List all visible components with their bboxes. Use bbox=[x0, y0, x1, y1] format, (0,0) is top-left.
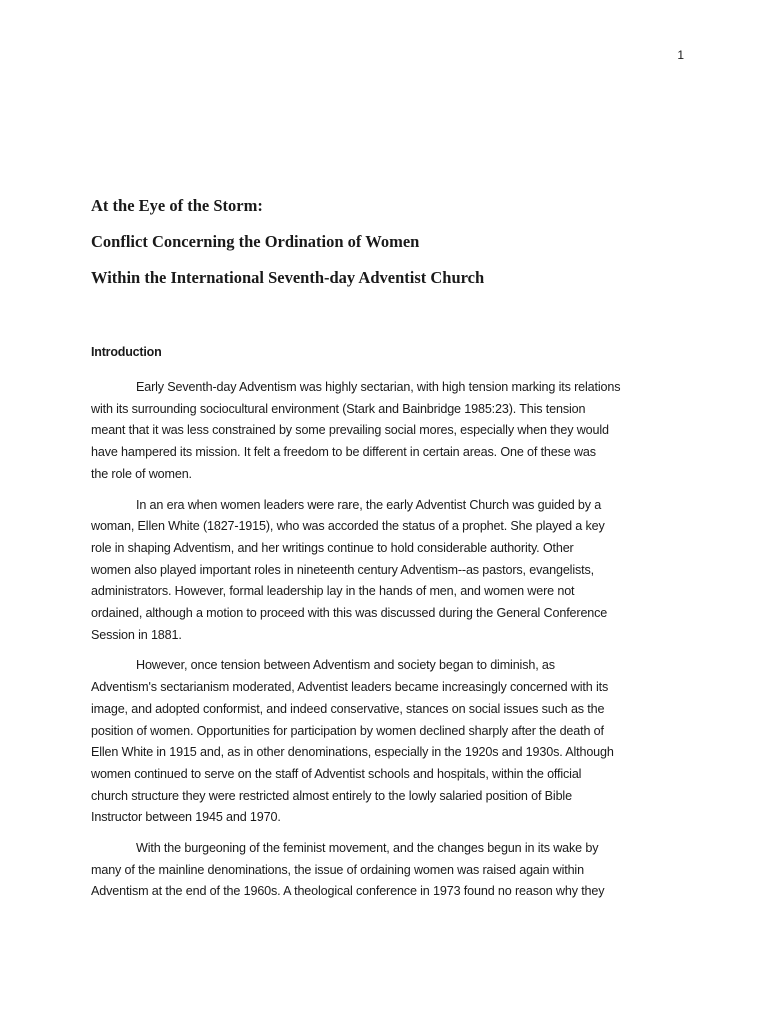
text-line: role in shaping Adventism, and her writings continue to hold considerable authority. Other bbox=[91, 540, 574, 555]
text-line: With the burgeoning of the feminist movement, and the changes begun in its wake by bbox=[136, 841, 599, 856]
text-line: Early Seventh-day Adventism was highly sectarian, with high tension marking its relations bbox=[136, 380, 621, 394]
document-title bbox=[91, 196, 691, 304]
paragraph-4 bbox=[91, 838, 685, 903]
paragraph-2 bbox=[91, 495, 685, 647]
text-line: Adventism at the end of the 1960s. A theological conference in 1973 found no reason why they bbox=[91, 884, 605, 899]
text-line: church structure they were restricted almost entirely to the lowly salaried position of Bible bbox=[91, 788, 572, 803]
text-line: the role of women. bbox=[91, 466, 192, 481]
text-line: ordained, although a motion to proceed with this was discussed during the General Conference bbox=[91, 606, 608, 621]
text-line: However, once tension between Adventism and society began to diminish, as bbox=[136, 658, 555, 673]
text-line: position of women. Opportunities for participation by women declined sharply after the death of bbox=[91, 723, 604, 738]
section-heading-introduction: Introduction bbox=[91, 345, 162, 359]
text-line: women continued to serve on the staff of Adventist schools and hospitals, within the official bbox=[91, 766, 582, 781]
document-body bbox=[91, 377, 685, 912]
text-line: with its surrounding sociocultural environment (Stark and Bainbridge 1985:23). This tension bbox=[91, 401, 586, 416]
text-line: meant that it was less constrained by some prevailing social mores, especially when they would bbox=[91, 423, 609, 438]
text-line: Adventism's sectarianism moderated, Adventist leaders became increasingly concerned with its bbox=[91, 680, 609, 695]
paragraph-1 bbox=[91, 377, 685, 486]
page-number: 1 bbox=[677, 48, 684, 62]
text-line: have hampered its mission. It felt a freedom to be different in certain areas. One of these was bbox=[91, 445, 596, 460]
text-line: image, and adopted conformist, and indeed conservative, stances on social issues such as the bbox=[91, 701, 605, 716]
text-line: Session in 1881. bbox=[91, 627, 182, 642]
text-line: woman, Ellen White (1827-1915), who was accorded the status of a prophet. She played a key bbox=[91, 519, 605, 534]
text-line: many of the mainline denominations, the issue of ordaining women was raised again within bbox=[91, 862, 584, 877]
title-line-2: Conflict Concerning the Ordination of Women bbox=[91, 232, 420, 251]
title-line-3: Within the International Seventh-day Adventist Church bbox=[91, 268, 485, 287]
text-line: women also played important roles in nineteenth century Adventism--as pastors, evangelists, bbox=[91, 562, 594, 577]
text-line: Ellen White in 1915 and, as in other denominations, especially in the 1920s and 1930s. Although bbox=[91, 745, 614, 760]
text-line: Instructor between 1945 and 1970. bbox=[91, 810, 281, 825]
paragraph-3 bbox=[91, 655, 685, 829]
text-line: administrators. However, formal leadership lay in the hands of men, and women were not bbox=[91, 584, 575, 599]
title-line-1: At the Eye of the Storm: bbox=[91, 196, 263, 215]
text-line: In an era when women leaders were rare, the early Adventist Church was guided by a bbox=[136, 497, 602, 512]
